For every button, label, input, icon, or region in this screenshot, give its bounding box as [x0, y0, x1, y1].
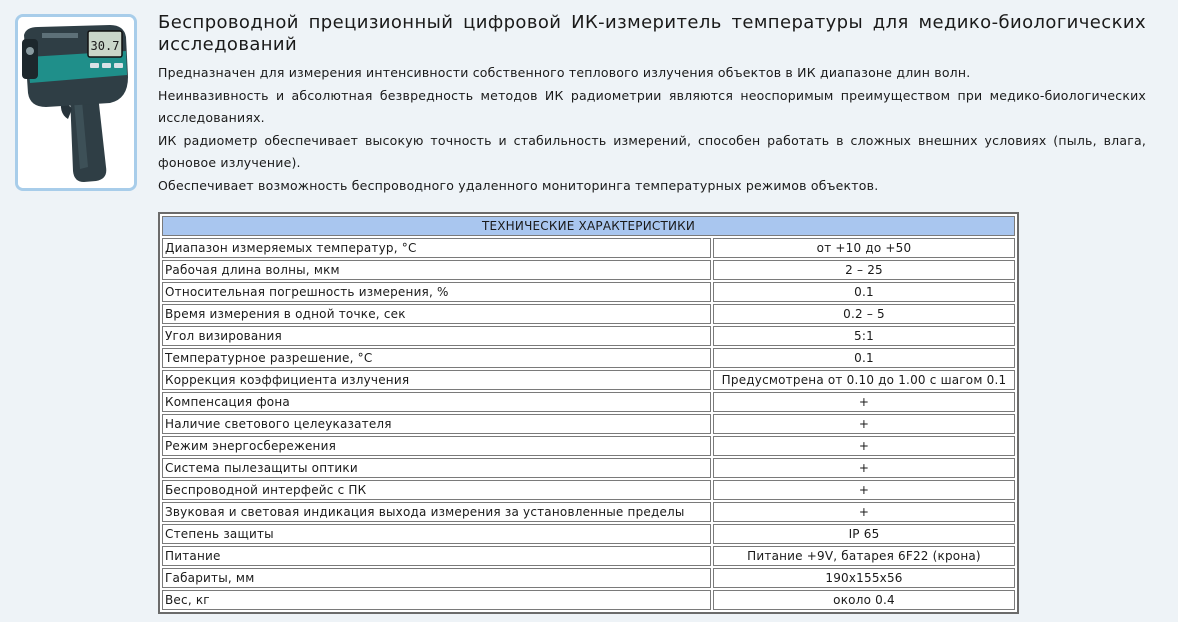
table-row	[162, 436, 1015, 456]
table-row	[162, 238, 1015, 258]
spec-value: +	[713, 502, 1015, 522]
table-row	[162, 326, 1015, 346]
spec-value: +	[713, 458, 1015, 478]
description-paragraph: Неинвазивность и абсолютная безвредность методов ИК радиометрии являются неоспоримым преимуществом при медико-биологических исследованиях.	[158, 87, 1146, 126]
table-row	[162, 458, 1015, 478]
table-row	[162, 260, 1015, 280]
specs-header: ТЕХНИЧЕСКИЕ ХАРАКТЕРИСТИКИ	[162, 216, 1015, 236]
spec-value: IP 65	[713, 524, 1015, 544]
description-paragraph: Предназначен для измерения интенсивности собственного теплового излучения объектов в ИК диапазоне длин волн.	[158, 65, 971, 80]
table-row	[162, 304, 1015, 324]
spec-param: Степень защиты	[162, 524, 711, 544]
spec-param: Температурное разрешение, °С	[162, 348, 711, 368]
spec-value: 190х155х56	[713, 568, 1015, 588]
spec-value: +	[713, 392, 1015, 412]
spec-param: Коррекция коэффициента излучения	[162, 370, 711, 390]
table-row	[162, 282, 1015, 302]
spec-value: +	[713, 480, 1015, 500]
table-row	[162, 480, 1015, 500]
spec-param: Компенсация фона	[162, 392, 711, 412]
spec-param: Вес, кг	[162, 590, 711, 610]
spec-param: Система пылезащиты оптики	[162, 458, 711, 478]
spec-value: от +10 до +50	[713, 238, 1015, 258]
spec-value: 2 – 25	[713, 260, 1015, 280]
spec-value: 5:1	[713, 326, 1015, 346]
specs-table	[160, 214, 1017, 612]
product-description	[158, 12, 1146, 198]
table-row	[162, 502, 1015, 522]
spec-value: +	[713, 414, 1015, 434]
specs-table-frame	[158, 212, 1019, 614]
spec-param: Угол визирования	[162, 326, 711, 346]
spec-value: около 0.4	[713, 590, 1015, 610]
table-row	[162, 546, 1015, 566]
spec-param: Время измерения в одной точке, сек	[162, 304, 711, 324]
table-row	[162, 392, 1015, 412]
svg-text:30.7: 30.7	[90, 39, 120, 53]
table-row	[162, 568, 1015, 588]
spec-param: Рабочая длина волны, мкм	[162, 260, 711, 280]
spec-param: Габариты, мм	[162, 568, 711, 588]
ir-thermometer-icon	[18, 17, 134, 188]
spec-param: Беспроводной интерфейс с ПК	[162, 480, 711, 500]
spec-value: Питание +9V, батарея 6F22 (крона)	[713, 546, 1015, 566]
table-row	[162, 370, 1015, 390]
spec-value: 0.1	[713, 348, 1015, 368]
description-paragraph: ИК радиометр обеспечивает высокую точность и стабильность измерений, способен работать в сложных внешних условиях (пыль, влага, фоновое излучение).	[158, 132, 1146, 171]
table-row	[162, 590, 1015, 610]
spec-value: Предусмотрена от 0.10 до 1.00 с шагом 0.1	[713, 370, 1015, 390]
table-row	[162, 414, 1015, 434]
product-title: Беспроводной прецизионный цифровой ИК-измеритель температуры для медико-биологических исследований	[158, 12, 1146, 55]
spec-param: Наличие светового целеуказателя	[162, 414, 711, 434]
spec-param: Диапазон измеряемых температур, °С	[162, 238, 711, 258]
spec-value: 0.2 – 5	[713, 304, 1015, 324]
table-row	[162, 524, 1015, 544]
spec-value: +	[713, 436, 1015, 456]
product-image	[15, 14, 137, 191]
spec-param: Звуковая и световая индикация выхода измерения за установленные пределы	[162, 502, 711, 522]
specs-header-row	[162, 216, 1015, 236]
spec-param: Относительная погрешность измерения, %	[162, 282, 711, 302]
table-row	[162, 348, 1015, 368]
spec-value: 0.1	[713, 282, 1015, 302]
spec-param: Питание	[162, 546, 711, 566]
spec-param: Режим энергосбережения	[162, 436, 711, 456]
description-paragraph: Обеспечивает возможность беспроводного удаленного мониторинга температурных режимов объектов.	[158, 177, 879, 193]
